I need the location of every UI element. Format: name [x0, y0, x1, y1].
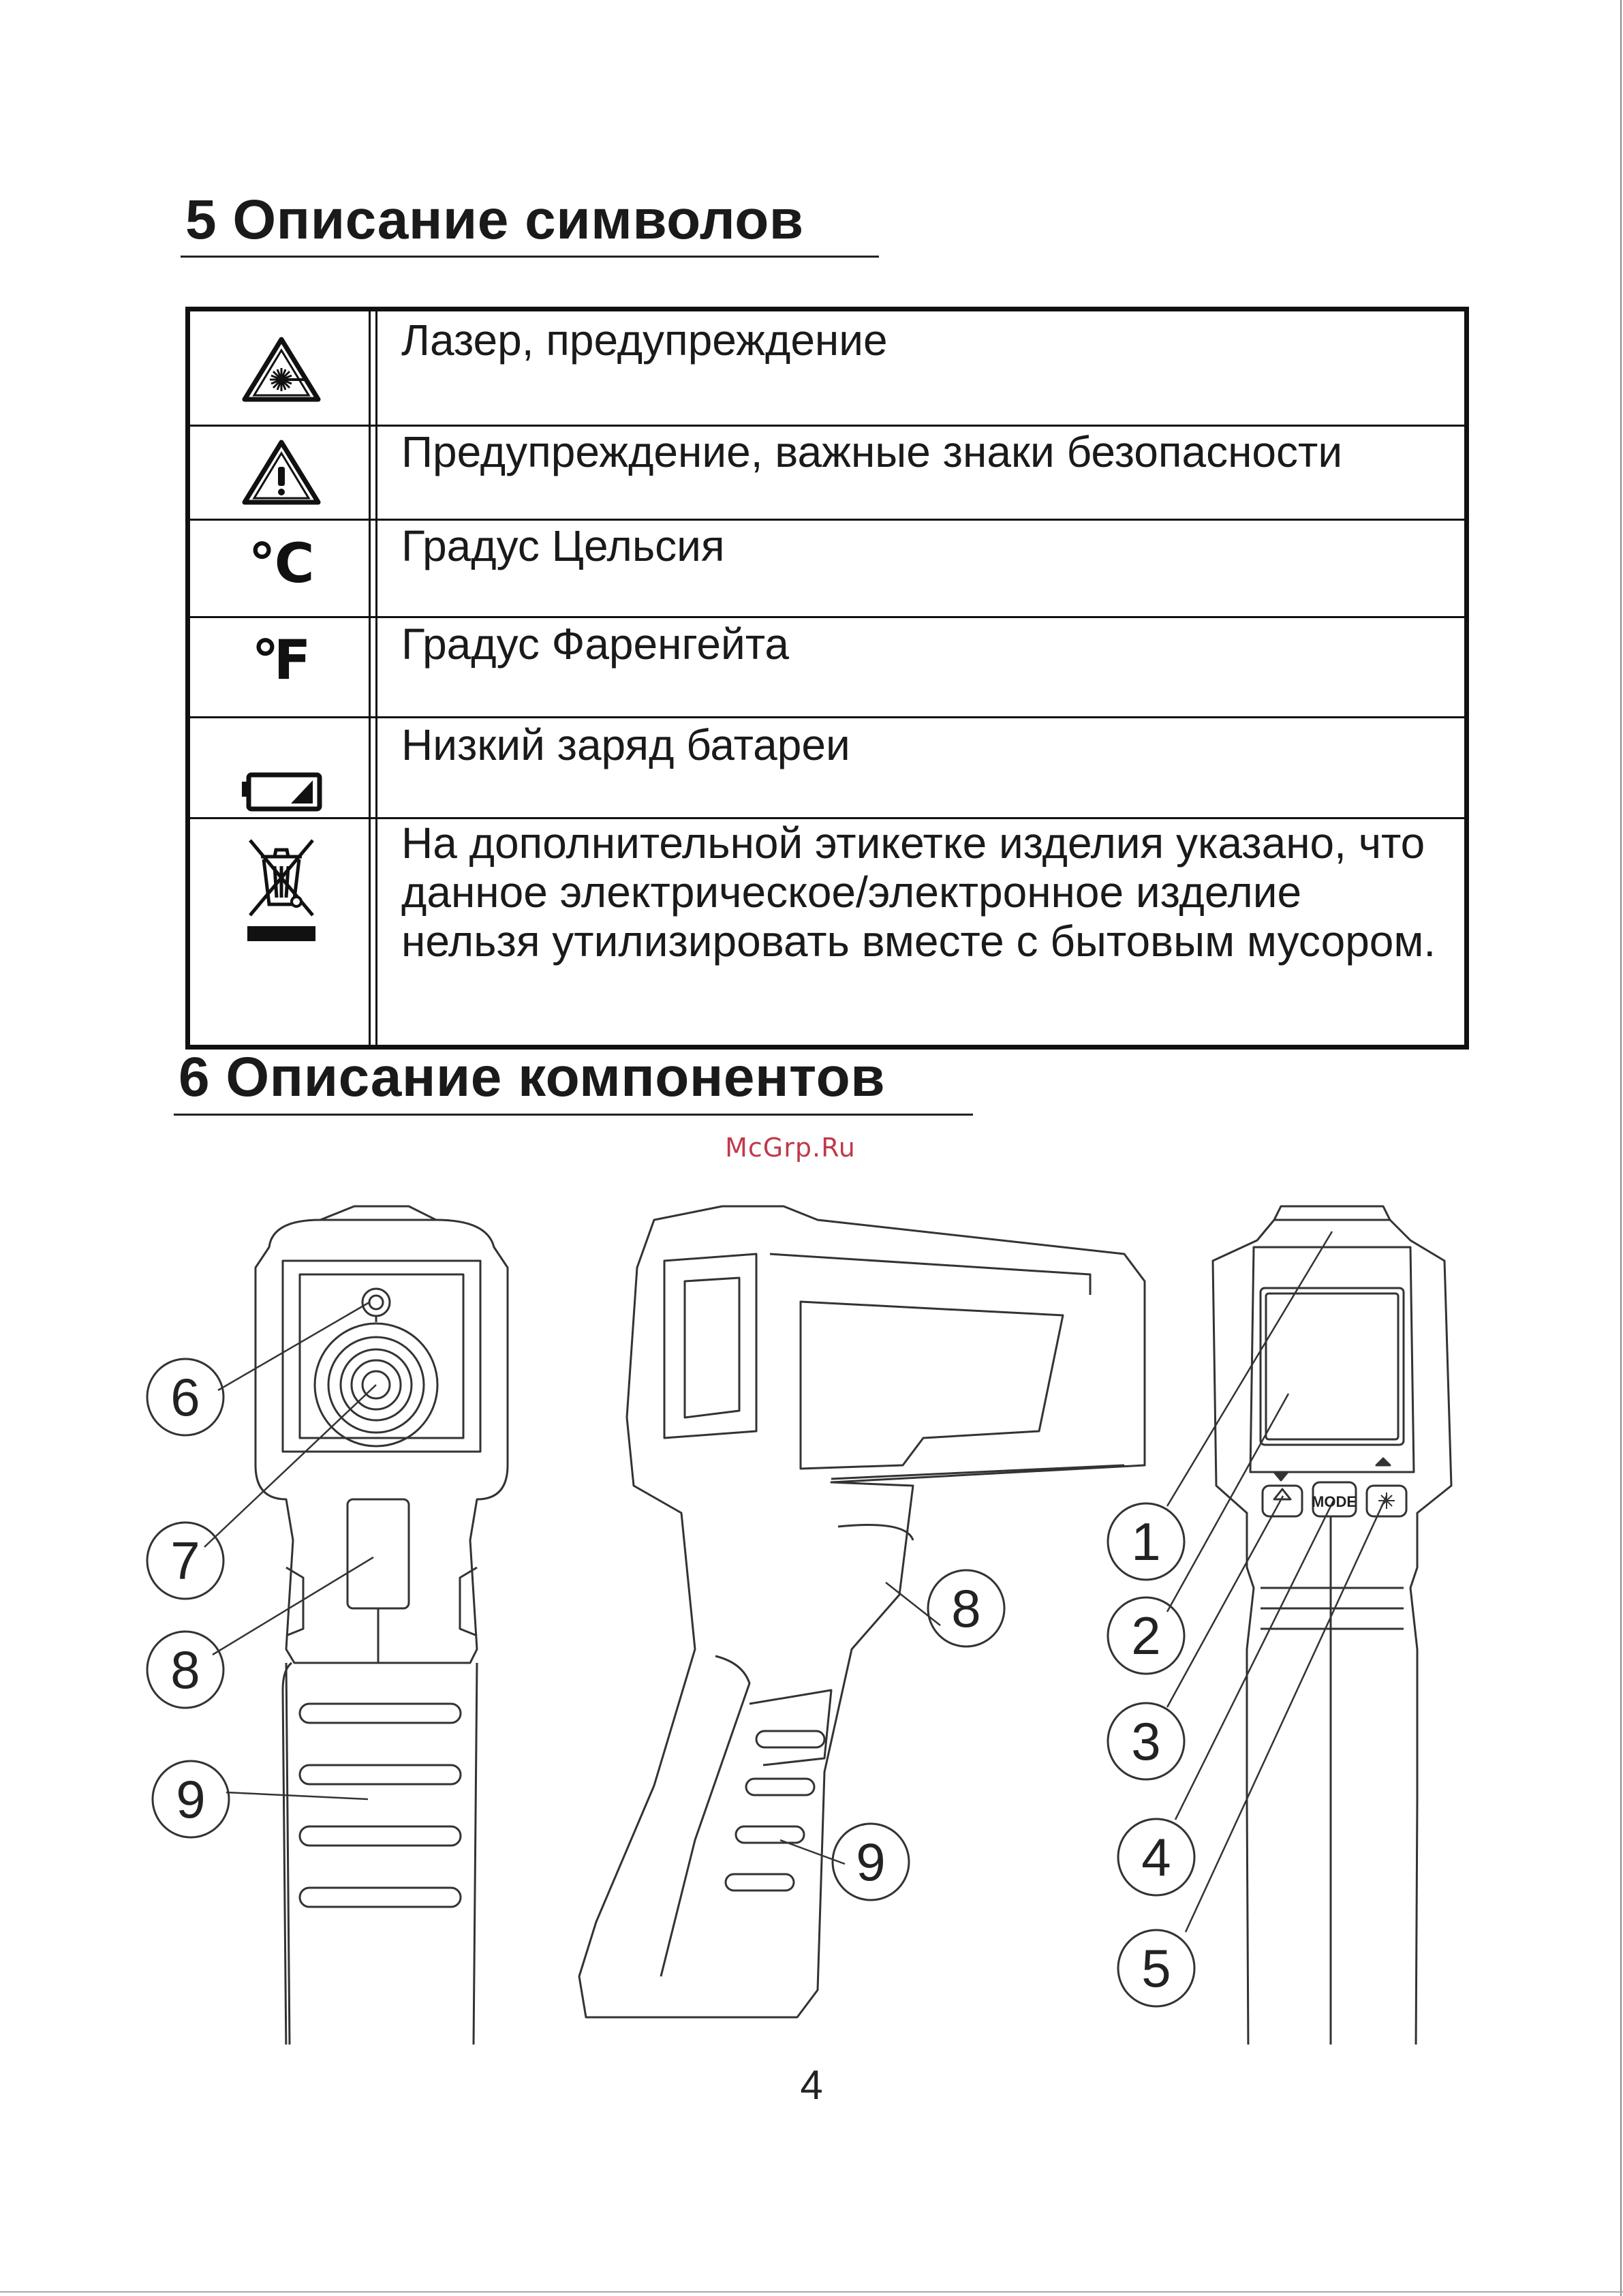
table-row-rule — [190, 519, 1464, 521]
symbol-table — [185, 307, 1469, 1050]
watermark: McGrp.Ru — [725, 1133, 856, 1163]
callout-3-right: 3 — [1131, 1711, 1161, 1771]
section-6-title: 6 Описание компонентов — [179, 1046, 886, 1108]
symbol-description-battery: Низкий заряд батареи — [401, 720, 850, 769]
callout-7-left: 7 — [170, 1531, 200, 1591]
symbol-description-weee: На дополнительной этикетке изделия указано, что данное электрическое/электронное изделие нельзя утилизировать вместе с бытовым мусором. — [401, 818, 1436, 966]
components-diagram — [0, 1172, 1623, 2045]
callout-1-right: 1 — [1131, 1512, 1161, 1572]
section-5-title-rule — [181, 256, 879, 258]
front-view — [256, 1206, 508, 2045]
table-row-rule — [190, 425, 1464, 427]
laser-warning-icon — [190, 318, 373, 420]
section-6-title-rule — [174, 1114, 973, 1116]
table-row-rule — [190, 716, 1464, 718]
mode-button-label: MODE — [1312, 1493, 1357, 1510]
section-5-title: 5 Описание символов — [185, 189, 804, 251]
crossed-bin-icon — [190, 824, 373, 953]
fahrenheit-symbol: ℉ — [251, 630, 311, 690]
symbol-description-celsius: Градус Цельсия — [401, 521, 725, 570]
table-column-rule-inner — [375, 311, 377, 1045]
side-view — [579, 1206, 1145, 2017]
page-number: 4 — [800, 2062, 823, 2108]
low-battery-icon — [190, 727, 373, 823]
symbol-description-fahrenheit: Градус Фаренгейта — [401, 619, 789, 669]
warning-icon — [190, 429, 373, 516]
callout-8-left: 8 — [170, 1640, 200, 1700]
symbol-description-warning: Предупреждение, важные знаки безопасности — [401, 427, 1343, 476]
callout-4-right: 4 — [1141, 1827, 1171, 1887]
celsius-symbol: ℃ — [248, 533, 315, 594]
callout-5-right: 5 — [1141, 1938, 1171, 1998]
callout-8-middle: 8 — [951, 1578, 981, 1638]
back-view — [1213, 1206, 1451, 2045]
callout-6-left: 6 — [170, 1367, 200, 1427]
callout-circles — [147, 1359, 1194, 2006]
page-edge-bottom — [0, 2291, 1623, 2293]
callout-9-middle: 9 — [856, 1832, 886, 1892]
table-row-rule — [190, 616, 1464, 618]
callout-2-right: 2 — [1131, 1606, 1161, 1666]
callout-9-left: 9 — [176, 1769, 206, 1829]
symbol-description-laser: Лазер, предупреждение — [401, 316, 888, 365]
